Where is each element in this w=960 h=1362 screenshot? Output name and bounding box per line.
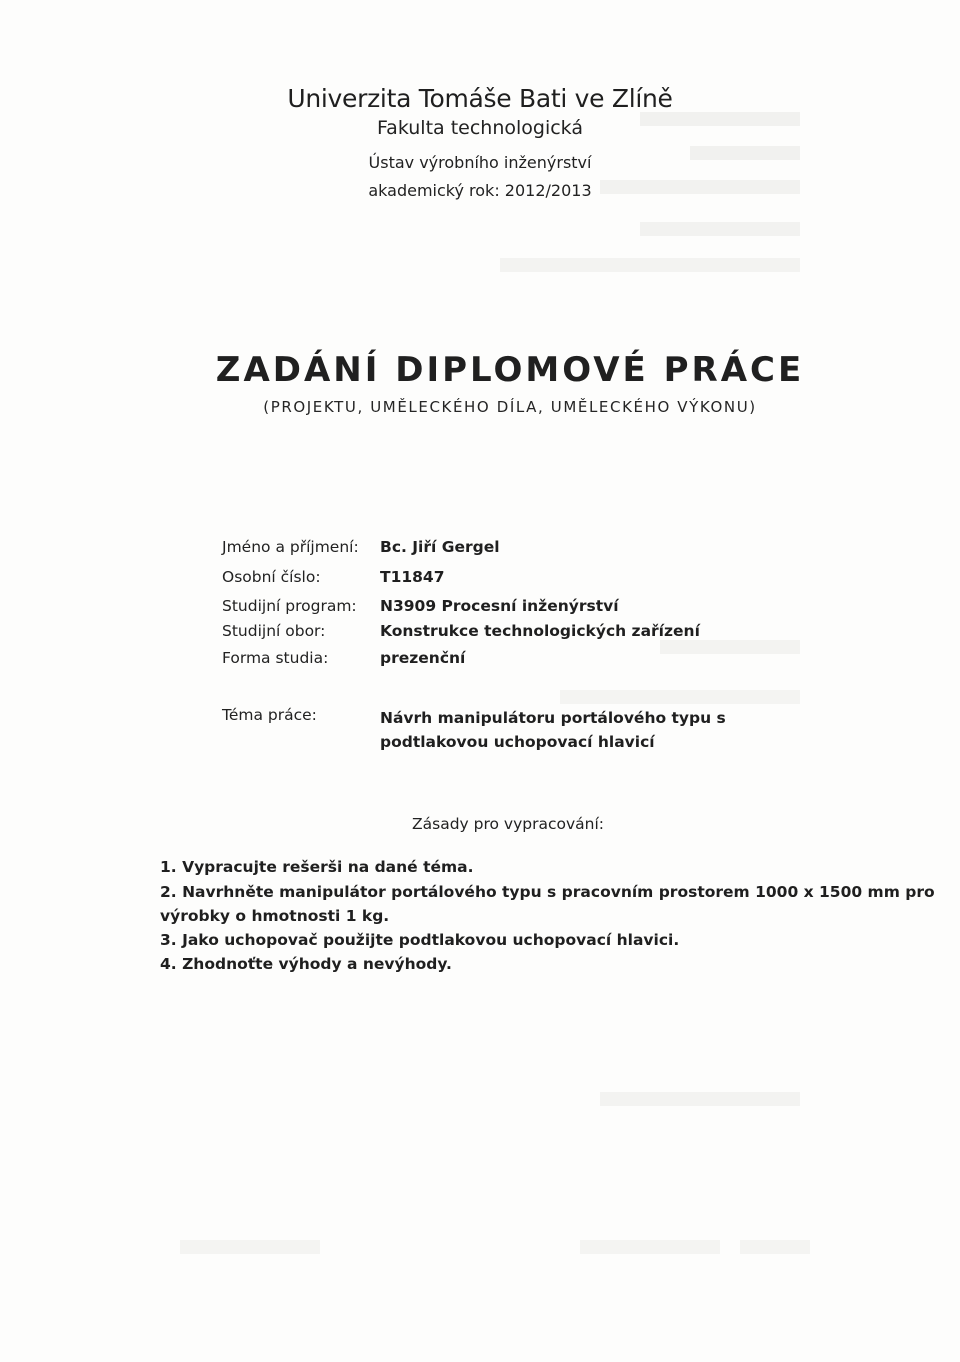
faculty-name: Fakulta technologická <box>377 117 583 139</box>
bleed-through-mark <box>600 1092 800 1106</box>
principle-item: 4. Zhodnoťte výhody a nevýhody. <box>160 955 452 973</box>
principle-item: výrobky o hmotnosti 1 kg. <box>160 907 390 925</box>
principles-heading: Zásady pro vypracování: <box>412 815 604 833</box>
document-subtitle: (PROJEKTU, UMĚLECKÉHO DÍLA, UMĚLECKÉHO VÝKONU) <box>263 398 757 416</box>
bleed-through-mark <box>660 640 800 654</box>
academic-year: akademický rok: 2012/2013 <box>368 181 592 200</box>
topic-label: Téma práce: <box>222 706 317 724</box>
name-value: Bc. Jiří Gergel <box>380 538 500 556</box>
bleed-through-mark <box>640 222 800 236</box>
program-value: N3909 Procesní inženýrství <box>380 597 619 615</box>
bleed-through-mark <box>180 1240 320 1254</box>
topic-value: Návrh manipulátoru portálového typu s podtlakovou uchopovací hlavicí <box>380 709 726 751</box>
program-label: Studijní program: <box>222 597 357 615</box>
principle-item: 1. Vypracujte rešerši na dané téma. <box>160 858 474 876</box>
id-label: Osobní číslo: <box>222 568 321 586</box>
document-title: ZADÁNÍ DIPLOMOVÉ PRÁCE <box>215 350 805 390</box>
bleed-through-mark <box>500 258 800 272</box>
id-value: T11847 <box>380 568 445 586</box>
name-label: Jméno a příjmení: <box>222 538 359 556</box>
form-value: prezenční <box>380 649 466 667</box>
field-value: Konstrukce technologických zařízení <box>380 622 700 640</box>
university-name: Univerzita Tomáše Bati ve Zlíně <box>287 84 673 113</box>
bleed-through-mark <box>560 690 800 704</box>
bleed-through-mark <box>580 1240 720 1254</box>
bleed-through-mark <box>740 1240 810 1254</box>
principle-item: 2. Navrhněte manipulátor portálového typu s pracovním prostorem 1000 x 1500 mm pro <box>160 883 935 901</box>
form-label: Forma studia: <box>222 649 329 667</box>
principle-item: 3. Jako uchopovač použijte podtlakovou uchopovací hlavici. <box>160 931 680 949</box>
field-label: Studijní obor: <box>222 622 326 640</box>
department-name: Ústav výrobního inženýrství <box>368 153 592 172</box>
